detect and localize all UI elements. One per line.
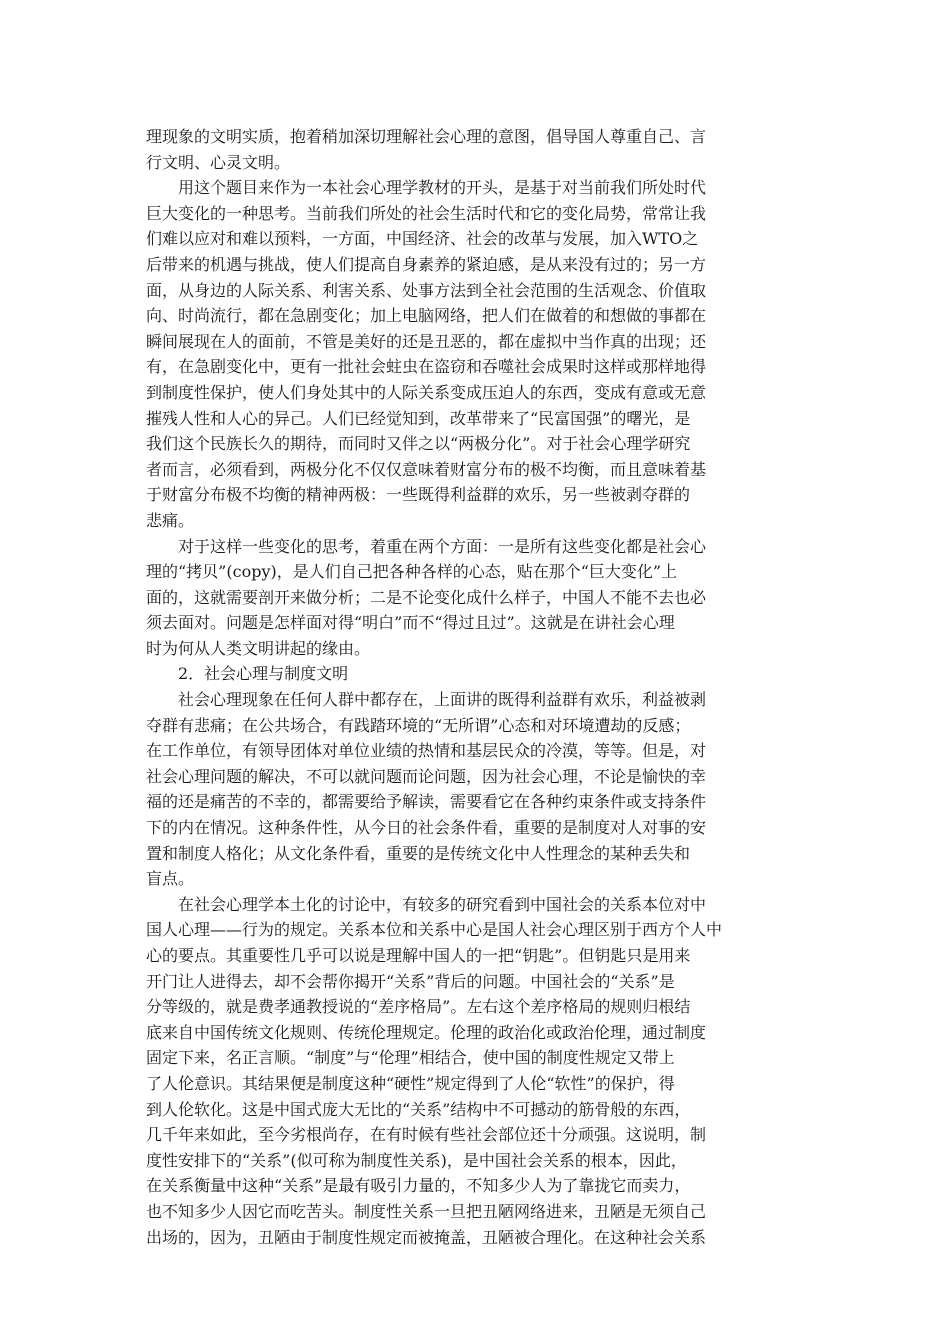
text-line: 在关系衡量中这种“关系”是最有吸引力量的，不知多少人为了靠拢它而卖力，: [146, 1176, 691, 1196]
text-line: 2．社会心理与制度文明: [178, 664, 349, 684]
text-line: 下的内在情况。这种条件性，从今日的社会条件看，重要的是制度对人对事的安: [146, 818, 707, 838]
text-line: 出场的，因为，丑陋由于制度性规定而被掩盖，丑陋被合理化。在这种社会关系: [146, 1227, 707, 1247]
text-line: 分等级的，就是费孝通教授说的“差序格局”。左右这个差序格局的规则归根结: [146, 997, 691, 1017]
text-line: 底来自中国传统文化规则、传统伦理规定。伦理的政治化或政治伦理，通过制度: [146, 1022, 707, 1042]
text-line: 心的要点。其重要性几乎可以说是理解中国人的一把“钥匙”。但钥匙只是用来: [146, 946, 691, 965]
document-body: [146, 124, 756, 1250]
text-line: 对于这样一些变化的思考，着重在两个方面：一是所有这些变化都是社会心: [178, 536, 707, 556]
text-line: 时为何从人类文明讲起的缘由。: [146, 638, 371, 658]
text-line: 瞬间展现在人的面前，不管是美好的还是丑恶的，都在虚拟中当作真的出现；还: [146, 331, 707, 351]
text-line: 面，从身边的人际关系、利害关系、处事方法到全社会范围的生活观念、价值取: [146, 280, 707, 300]
text-line: 于财富分布极不均衡的精神两极：一些既得利益群的欢乐，另一些被剥夺群的: [146, 485, 691, 505]
text-line: 开门让人进得去，却不会帮你揭开“关系”背后的问题。中国社会的“关系”是: [146, 971, 675, 991]
text-line: 面的，这就需要剖开来做分析；二是不论变化成什么样子，中国人不能不去也必: [146, 587, 707, 607]
text-line: 固定下来，名正言顺。“制度”与“伦理”相结合，使中国的制度性规定又带上: [146, 1048, 675, 1068]
text-line: 夺群有悲痛；在公共场合，有践踏环境的“无所谓”心态和对环境遭劫的反感；: [146, 715, 691, 735]
text-line: 几千年来如此，至今劣根尚存，在有时候有些社会部位还十分顽强。这说明，制: [146, 1125, 707, 1145]
text-line: 社会心理问题的解决，不可以就问题而论问题，因为社会心理，不论是愉快的幸: [146, 766, 707, 786]
text-line: 我们这个民族长久的期待，而同时又伴之以“两极分化”。对于社会心理学研究: [146, 434, 691, 454]
text-line: 后带来的机遇与挑战，使人们提高自身素养的紧迫感，是从来没有过的；另一方: [146, 254, 707, 274]
text-line: 摧残人性和人心的异己。人们已经觉知到，改革带来了“民富国强”的曙光，是: [146, 408, 691, 428]
text-line: 度性安排下的“关系”(似可称为制度性关系)，是中国社会关系的根本，因此，: [146, 1150, 687, 1170]
text-line: 在社会心理学本土化的讨论中，有较多的研究看到中国社会的关系本位对中: [178, 894, 707, 914]
text-line: 了人伦意识。其结果便是制度这种“硬性”规定得到了人伦“软性”的保护，得: [146, 1073, 675, 1093]
text-line: 有，在急剧变化中，更有一批社会蛀虫在盗窃和吞噬社会成果时这样或那样地得: [146, 357, 707, 377]
text-line: 盲点。: [146, 869, 195, 889]
text-line: 巨大变化的一种思考。当前我们所处的社会生活时代和它的变化局势，常常让我: [146, 203, 707, 223]
text-line: 用这个题目来作为一本社会心理学教材的开头，是基于对当前我们所处时代: [178, 178, 707, 198]
text-line: 福的还是痛苦的不幸的，都需要给予解读，需要看它在各种约束条件或支持条件: [146, 792, 707, 812]
text-line: 置和制度人格化；从文化条件看，重要的是传统文化中人性理念的某种丢失和: [146, 843, 691, 863]
text-line: 悲痛。: [146, 510, 195, 530]
text-line: 们难以应对和难以预料，一方面，中国经济、社会的改革与发展，加入WTO之: [146, 229, 699, 249]
text-line: 行文明、心灵文明。: [146, 152, 291, 172]
text-line: 向、时尚流行，都在急剧变化；加上电脑网络，把人们在做着的和想做的事都在: [146, 306, 707, 326]
text-line: 社会心理现象在任何人群中都存在，上面讲的既得利益群有欢乐，利益被剥: [178, 690, 707, 710]
text-line: 须去面对。问题是怎样面对得“明白”而不“得过且过”。这就是在讲社会心理: [146, 613, 675, 633]
text-line: 到制度性保护，使人们身处其中的人际关系变成压迫人的东西，变成有意或无意: [146, 382, 707, 402]
text-line: 也不知多少人因它而吃苦头。制度性关系一旦把丑陋网络进来，丑陋是无须自己: [146, 1201, 707, 1221]
text-line: 国人心理——行为的规定。关系本位和关系中心是国人社会心理区别于西方个人中: [146, 920, 723, 940]
text-line: 者而言，必须看到，两极分化不仅仅意味着财富分布的极不均衡，而且意味着基: [146, 459, 707, 479]
text-line: 到人伦软化。这是中国式庞大无比的“关系”结构中不可撼动的筋骨般的东西，: [146, 1099, 691, 1119]
text-line: 理现象的文明实质，抱着稍加深切理解社会心理的意图，倡导国人尊重自己、言: [146, 127, 707, 146]
text-line: 理的“拷贝”(copy)，是人们自己把各种各样的心态，贴在那个“巨大变化”上: [146, 562, 678, 582]
text-line: 在工作单位，有领导团体对单位业绩的热情和基层民众的冷漠，等等。但是，对: [146, 741, 707, 761]
